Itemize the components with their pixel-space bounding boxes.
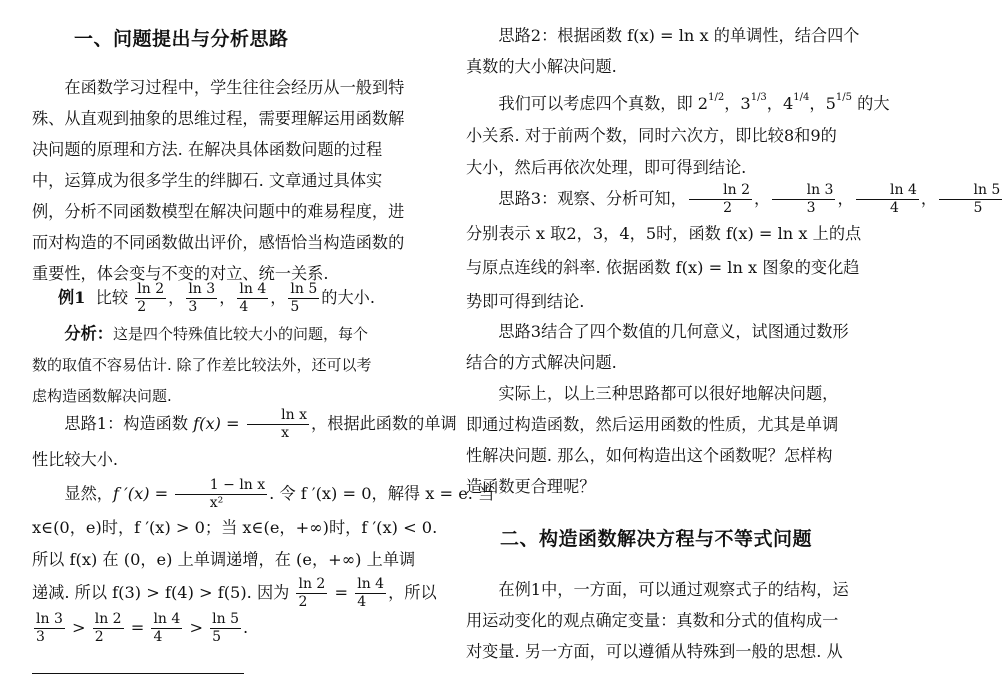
paragraph-line: 性解决问题. 那么，如何构造出这个函数呢？怎样构 <box>466 446 833 465</box>
proof-line: 所以 f(x) 在 (0，e) 上单调递增，在 (e，+∞) 上单调 <box>32 550 416 569</box>
operator: > <box>66 618 91 637</box>
idea-1-line-2: 性比较大小. <box>32 450 119 469</box>
fraction <box>689 182 752 217</box>
fraction <box>355 576 386 611</box>
fraction <box>175 477 267 512</box>
paragraph-line: 在函数学习过程中，学生往往会经历从一般到特 <box>64 78 405 97</box>
fraction <box>288 281 319 316</box>
powers-list <box>698 94 852 113</box>
proof-line: x∈(0，e)时，f ′(x) > 0；当 x∈(e，+∞)时，f ′(x) < 0. <box>32 518 438 537</box>
fraction <box>247 407 309 442</box>
paragraph-line: 即通过构造函数，然后运用函数的性质，尤其是单调 <box>466 415 839 434</box>
analysis-line: 数的取值不容易估计. 除了作差比较法外，还可以考 <box>32 356 372 374</box>
idea-2-line: 真数的大小解决问题. <box>466 57 617 76</box>
power-base: 5 <box>825 94 836 113</box>
fraction-numerator: ln 4 <box>357 576 385 592</box>
powers-text: 我们可以考虑四个真数，即 <box>498 94 698 113</box>
fraction-denominator: 4 <box>153 629 163 645</box>
fraction-numerator: ln 4 <box>239 281 267 297</box>
fraction-numerator: ln x <box>247 407 309 425</box>
paragraph-line: 而对构造的不同函数做出评价，感悟恰当构造函数的 <box>32 233 405 252</box>
idea-3-paragraph <box>466 182 1001 319</box>
idea-3-fractions <box>687 182 1004 216</box>
fraction-denominator: 3 <box>806 200 816 216</box>
fraction <box>186 281 217 316</box>
powers-line: 大小，然后再依次处理，即可得到结论. <box>466 158 747 177</box>
paragraph-line: 例，分析不同函数模型在解决问题中的难易程度，进 <box>32 202 405 221</box>
example-fractions <box>133 281 321 315</box>
analysis-line: 这是四个特殊值比较大小的问题，每个 <box>112 325 368 343</box>
fraction-numerator: ln 2 <box>137 281 165 297</box>
paragraph-line: 在例1中，一方面，可以通过观察式子的结构，运 <box>498 580 849 599</box>
fraction <box>856 182 919 217</box>
intro-paragraph <box>32 72 442 289</box>
fraction-numerator: ln 2 <box>298 576 326 592</box>
paragraph-line: 结合的方式解决问题. <box>466 353 617 372</box>
power-base: 3 <box>740 94 751 113</box>
power-expression <box>740 94 766 113</box>
operator: = <box>125 618 150 637</box>
separator: ， <box>219 288 236 307</box>
paragraph-line: 思路3结合了四个数值的几何意义，试图通过数形 <box>498 322 849 341</box>
power-exponent: 1/3 <box>750 92 767 103</box>
fraction <box>34 611 65 646</box>
fraction-numerator: ln 3 <box>188 281 216 297</box>
paragraph-line: 造函数更合理呢？ <box>466 477 596 496</box>
idea-3-line: 分别表示 x 取2，3，4，5时，函数 f(x) = ln x 上的点 <box>466 224 862 243</box>
proof-paragraph <box>32 477 495 646</box>
summary-paragraph <box>466 378 870 502</box>
separator: ， <box>724 94 741 113</box>
fraction-numerator: 1 − ln x <box>175 477 267 495</box>
fraction-numerator: ln 5 <box>290 281 318 297</box>
paragraph-line: 实际上，以上三种思路都可以很好地解决问题， <box>498 384 839 403</box>
fraction-denominator: 5 <box>973 200 983 216</box>
fraction-denominator: 5 <box>290 299 300 315</box>
idea-3-line: 势即可得到结论. <box>466 292 585 311</box>
proof-end: . <box>243 618 249 637</box>
fraction-denominator: 4 <box>890 200 899 216</box>
fraction-numerator: ln 5 <box>939 182 1002 200</box>
fraction <box>93 611 124 646</box>
separator: ， <box>754 189 771 208</box>
power-exponent: 1/2 <box>708 92 725 103</box>
separator: ， <box>837 189 854 208</box>
footnote-rule <box>32 673 244 674</box>
separator: ， <box>168 288 185 307</box>
fraction-numerator: ln 2 <box>689 182 752 200</box>
separator: ， <box>809 94 826 113</box>
example-discussion-paragraph <box>466 574 870 667</box>
proof-text: . 令 f ′(x) = 0，解得 x = e. 当 <box>269 484 495 503</box>
fraction-numerator: ln 3 <box>36 611 63 627</box>
paragraph-line: 中，运算成为很多学生的绊脚石. 文章通过具体实 <box>32 171 383 190</box>
power-expression <box>698 94 724 113</box>
paragraph-line: 用运动变化的观点确定变量：真数和分式的值构成一 <box>466 611 839 630</box>
fraction-numerator: ln 3 <box>772 182 835 200</box>
idea-1-prefix: 思路1：构造函数 <box>64 414 194 433</box>
fraction-denominator: 2 <box>94 629 104 645</box>
fraction-denominator: 4 <box>239 299 249 315</box>
idea-1-paragraph <box>32 406 457 478</box>
fraction-denominator: x <box>281 425 290 441</box>
fraction <box>151 611 182 646</box>
fraction-numerator: ln 4 <box>856 182 919 200</box>
power-expression <box>783 94 809 113</box>
fraction <box>237 281 268 316</box>
example-pre: 比较 <box>95 288 129 307</box>
separator: ， <box>270 288 287 307</box>
section-heading-2: 二、构造函数解决方程与不等式问题 <box>500 528 813 550</box>
example-1 <box>58 278 442 318</box>
analysis-line: 虑构造函数解决问题. <box>32 387 172 405</box>
paragraph-line: 决问题的原理和方法. 在解决具体函数问题的过程 <box>32 140 383 159</box>
fraction <box>772 182 835 217</box>
function-name: f(x) = <box>193 414 240 433</box>
operator: > <box>184 618 209 637</box>
separator: ， <box>920 189 938 208</box>
example-label: 例1 <box>58 288 86 307</box>
section-heading-1: 一、问题提出与分析思路 <box>74 28 289 50</box>
analysis-label: 分析： <box>64 324 113 343</box>
power-base: 4 <box>782 94 794 113</box>
fraction <box>210 611 241 646</box>
idea-3-prefix: 思路3：观察、分析可知， <box>498 189 687 208</box>
fraction <box>135 281 166 316</box>
powers-paragraph <box>466 88 890 184</box>
analysis-paragraph <box>32 318 442 412</box>
paragraph-line: 对变量. 另一方面，可以遵循从特殊到一般的思想. 从 <box>466 642 843 661</box>
proof-text: 递减. 所以 f(3) > f(4) > f(5). 因为 <box>32 583 290 602</box>
power-base: 2 <box>697 94 709 113</box>
proof-text: ，所以 <box>388 583 437 602</box>
operator: = <box>334 583 349 602</box>
fraction-denominator: 2 <box>298 594 308 610</box>
powers-text: 的大 <box>851 94 890 113</box>
fraction-numerator: ln 4 <box>153 611 181 627</box>
fraction-denominator: 2 <box>137 299 147 315</box>
fraction <box>296 576 327 611</box>
fraction-denominator: 5 <box>212 629 222 645</box>
fraction-denominator: 4 <box>357 594 367 610</box>
derivative-expr: f ′(x) = <box>112 484 169 503</box>
powers-line: 小关系. 对于前两个数，同时六次方，即比较8和9的 <box>466 126 837 145</box>
example-post: 的大小. <box>321 288 375 307</box>
fraction-numerator: ln 5 <box>212 611 240 627</box>
fraction-denominator: 2 <box>723 200 733 216</box>
proof-conclusion <box>32 611 442 646</box>
power-exponent: 1/5 <box>835 92 852 103</box>
idea-2-paragraph <box>466 20 870 82</box>
fraction-denominator: 3 <box>36 629 45 645</box>
power-exponent: 1/4 <box>793 92 810 103</box>
idea-2-line: 思路2：根据函数 f(x) = ln x 的单调性，结合四个 <box>498 26 860 45</box>
fraction-denominator: 3 <box>188 299 198 315</box>
power-expression <box>826 94 852 113</box>
proof-text: 显然， <box>64 484 113 503</box>
separator: ， <box>766 94 783 113</box>
idea-3-line: 与原点连线的斜率. 依据函数 f(x) = ln x 图象的变化趋 <box>466 258 860 277</box>
idea-1-suffix: ，根据此函数的单调 <box>311 414 457 433</box>
paragraph-line: 重要性，体会变与不变的对立、统一关系. <box>32 264 329 283</box>
fraction-denominator: x² <box>209 495 224 511</box>
fraction <box>939 182 1002 217</box>
geometry-paragraph <box>466 316 870 378</box>
paragraph-line: 殊、从直观到抽象的思维过程，需要理解运用函数解 <box>32 109 405 128</box>
fraction-numerator: ln 2 <box>94 611 122 627</box>
